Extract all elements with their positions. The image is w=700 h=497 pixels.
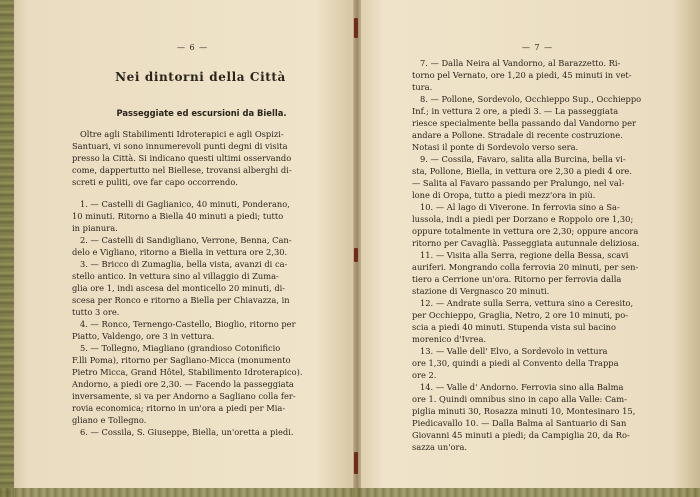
list-item-line: 8. — Pollone, Sordevolo, Occhieppo Sup., Occhieppo (420, 94, 642, 104)
list-item-line: ore 2. (412, 370, 437, 380)
list-item-line: piglia minuti 30, Rosazza minuti 10, Montesinaro 15, (412, 406, 636, 416)
list-item-line: scia a piedi 40 minuti. Stupenda vista sul bacino (412, 322, 616, 332)
list-item-line: 13. — Valle dell' Elvo, a Sordevolo in vettura (420, 346, 608, 356)
list-item-line: tutto 3 ore. (72, 307, 120, 317)
list-item-line: 12. — Andrate sulla Serra, vettura sino a Ceresito, (420, 298, 634, 308)
paragraph-line: screti e puliti, ove far capo occorrendo. (72, 177, 238, 187)
list-item-line: auriferi. Mongrando colla ferrovia 20 minuti, per sen- (412, 262, 639, 272)
page-number: — 6 — (177, 43, 209, 52)
list-item-line: Notasi il ponte di Sordevolo verso sera. (412, 142, 579, 152)
list-item-line: per Occhieppo, Graglia, Netro, 2 ore 10 minuti, po- (412, 310, 629, 320)
list-item-line: sazza un'ora. (412, 442, 468, 452)
paragraph-line: come, dappertutto nel Biellese, trovansi alberghi di- (72, 165, 292, 175)
list-item-line: ore 1. Quindi omnibus sino in capo alla Valle: Cam- (412, 394, 627, 404)
page-number: — 7 — (522, 43, 554, 52)
list-item-line: riesce specialmente bella passando dal Vandorno per (412, 118, 636, 128)
list-item-line: 6. — Cossila, S. Giuseppe, Biella, un'oretta a piedi. (80, 427, 294, 437)
list-item-line: 2. — Castelli di Sandigliano, Verrone, Benna, Can- (80, 235, 292, 245)
list-item-line: ore 1,30, quindi a piedi al Convento della Trappa (412, 358, 619, 368)
paragraph-line: Oltre agli Stabilimenti Idroterapici e agli Ospizi- (80, 129, 284, 139)
list-item-line: Inf.; in vettura 2 ore, a piedi 3. — La passeggiata (412, 106, 619, 116)
page-subtitle: Passeggiate ed escursioni da Biella. (116, 108, 287, 118)
binding-thread-mark (354, 248, 358, 262)
binding-thread-mark (354, 18, 358, 38)
list-item-line: lussola, indi a piedi per Dorzano e Roppolo ore 1,30; (412, 214, 634, 224)
list-item-line: — Salita al Favaro passando per Pralungo, nel val- (412, 178, 625, 188)
list-item-line: sta, Pollone, Biella, in vettura ore 2,30 a piedi 4 ore. (412, 166, 632, 176)
list-item-line: 10. — Al lago di Viverone. In ferrovia sino a Sa- (420, 202, 620, 212)
list-item-line: morenico d'Ivrea. (412, 334, 487, 344)
list-item-line: 1. — Castelli di Gaglianico, 40 minuti, Ponderano, (80, 199, 290, 209)
list-item-line: oppure totalmente in vettura ore 2,30; oppure ancora (412, 226, 639, 236)
list-item-line: Giovanni 45 minuti a piedi; da Campiglia 20, da Ro- (412, 430, 630, 440)
list-item-line: andare a Pollone. Stradale di recente costruzione. (412, 130, 623, 140)
list-item-line: rovia economica; ritorno in un'ora a piedi per Mia- (72, 403, 286, 413)
list-item-line: delo e Vigliano, ritorno a Biella in vettura ore 2,30. (72, 247, 288, 257)
list-item-line: Piatto, Valdengo, ore 3 in vettura. (72, 331, 215, 341)
list-item-line: 4. — Ronco, Ternengo-Castello, Bioglio, ritorno per (80, 319, 296, 329)
list-item-line: 7. — Dalla Neira al Vandorno, al Barazzetto. Ri- (420, 58, 621, 68)
list-item-line: 10 minuti. Ritorno a Biella 40 minuti a piedi; tutto (72, 211, 284, 221)
list-item-line: inversamente, si va per Andorno a Sagliano colla fer- (72, 391, 296, 401)
list-item-line: 11. — Visita alla Serra, regione della Bessa, scavi (420, 250, 629, 260)
list-item-line: lone di Oropa, tutto a piedi mezz'ora in più. (412, 190, 596, 200)
list-item-line: stazione di Vergnasco 20 minuti. (412, 286, 550, 296)
list-item-line: Andorno, a piedi ore 2,30. — Facendo la passeggiata (72, 379, 294, 389)
list-item-line: Piedicavallo 10. — Dalla Balma al Santuario di San (412, 418, 627, 428)
binding-thread-mark (354, 452, 358, 474)
list-item-line: 5. — Tollegno, Miagliano (grandioso Cotonificio (80, 343, 281, 353)
list-item-line: torno pel Vernato, ore 1,20 a piedi, 45 minuti in vet- (412, 70, 632, 80)
list-item-line: Pietro Micca, Grand Hôtel, Stabilimento Idroterapico). (72, 367, 303, 377)
list-item-line: 3. — Bricco di Zumaglia, bella vista, avanzi di ca- (80, 259, 288, 269)
paragraph-line: Santuari, vi sono innumerevoli punti degni di visita (72, 141, 288, 151)
page-title: Nei dintorni della Città (115, 70, 286, 84)
list-item-line: 14. — Valle d' Andorno. Ferrovia sino alla Balma (420, 382, 624, 392)
list-item-line: F.lli Poma), ritorno per Sagliano-Micca (monumento (72, 355, 291, 365)
list-item-line: 9. — Cossila, Favaro, salita alla Burcina, bella vi- (420, 154, 626, 164)
bottom-cover-edge (0, 488, 700, 497)
left-cover-edge (0, 0, 14, 497)
list-item-line: scesa per Ronco e ritorno a Biella per Chiavazza, in (72, 295, 290, 305)
list-item-line: gliano e Tollegno. (72, 415, 147, 425)
list-item-line: glia ore 1, indi ascesa del monticello 20 minuti, di- (72, 283, 286, 293)
list-item-line: tura. (412, 82, 433, 92)
list-item-line: tiero a Cerrione un'ora. Ritorno per ferrovia dalla (412, 274, 622, 284)
list-item-line: in pianura. (72, 223, 118, 233)
paragraph-line: presso la Città. Si indicano questi ultimi osservando (72, 153, 292, 163)
list-item-line: ritorno per Cavaglià. Passeggiata autunnale deliziosa. (412, 238, 640, 248)
list-item-line: stello antico. In vettura sino al villaggio di Zuma- (72, 271, 279, 281)
